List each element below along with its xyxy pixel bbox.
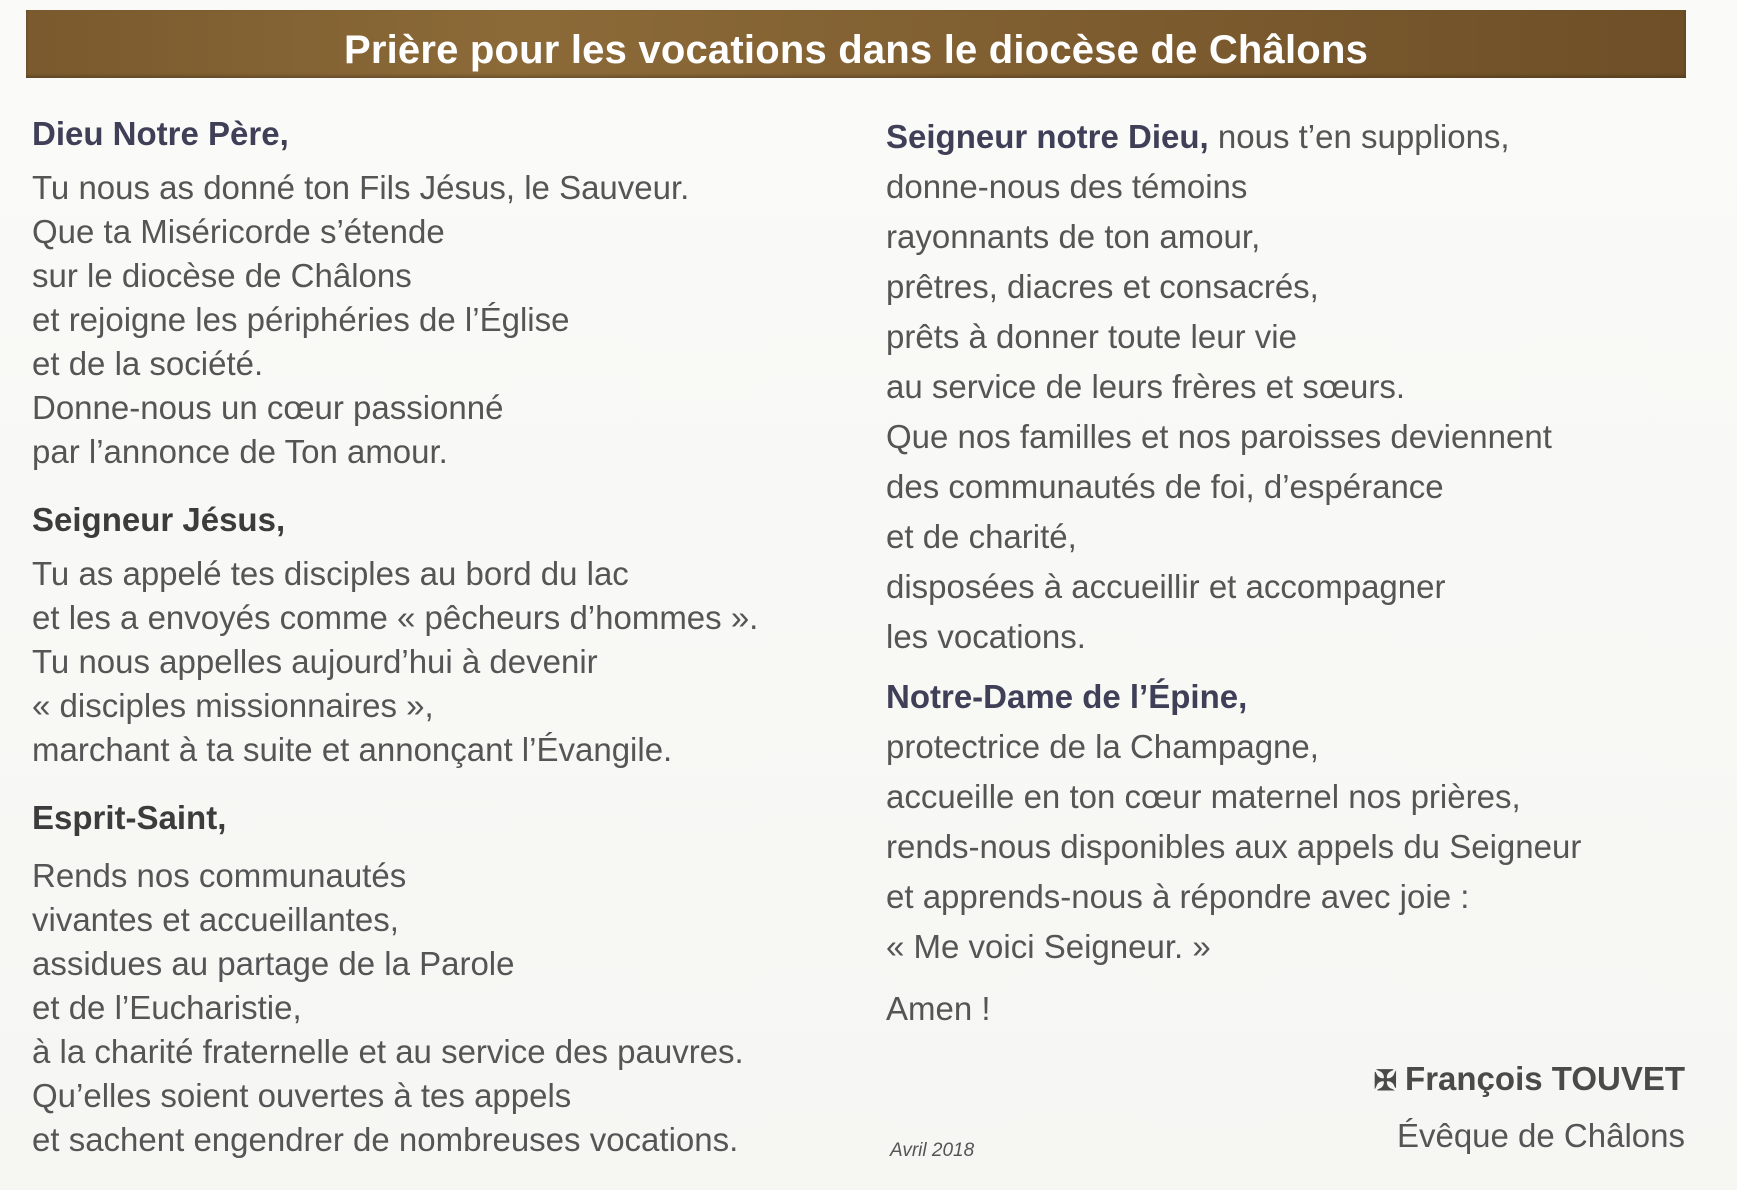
verse-line: rayonnants de ton amour, — [886, 218, 1261, 255]
verse-line: Tu nous appelles aujourd’hui à devenir — [32, 643, 598, 680]
verse-line: Que nos familles et nos paroisses deviennent — [886, 418, 1552, 455]
section-heading: Dieu Notre Père, — [32, 115, 289, 152]
verse-line: « disciples missionnaires », — [32, 687, 434, 724]
amen-line: Amen ! — [886, 990, 991, 1027]
verse-line: marchant à ta suite et annonçant l’Évangile. — [32, 731, 673, 768]
section-esprit-saint — [32, 796, 862, 1162]
section-dieu-notre-pere — [32, 112, 862, 474]
verse-line: au service de leurs frères et sœurs. — [886, 368, 1406, 405]
section-heading: Esprit-Saint, — [32, 799, 227, 836]
section-heading: Seigneur Jésus, — [32, 501, 286, 538]
section-heading: Seigneur notre Dieu, — [886, 118, 1209, 155]
verse-line: « Me voici Seigneur. » — [886, 928, 1211, 965]
verse-line: et de charité, — [886, 518, 1077, 555]
verse-line: à la charité fraternelle et au service des pauvres. — [32, 1033, 744, 1070]
page-title: Prière pour les vocations dans le diocèse de Châlons — [343, 28, 1369, 72]
section-heading: Notre-Dame de l’Épine, — [886, 678, 1248, 715]
verse-line: et de l’Eucharistie, — [32, 989, 302, 1026]
title-banner — [26, 10, 1686, 78]
verse-line: donne-nous des témoins — [886, 168, 1248, 205]
verse-line: vivantes et accueillantes, — [32, 901, 399, 938]
verse-line: protectrice de la Champagne, — [886, 728, 1319, 765]
verse-line: Que ta Miséricorde s’étende — [32, 213, 445, 250]
section-seigneur-jesus — [32, 498, 862, 772]
verse-line: disposées à accueillir et accompagner — [886, 568, 1446, 605]
left-column — [32, 112, 862, 1174]
cross-icon: ✠ — [1373, 1065, 1398, 1096]
verse-line: et rejoigne les périphéries de l’Église — [32, 301, 570, 338]
verse-line: assidues au partage de la Parole — [32, 945, 515, 982]
verse-line: Donne-nous un cœur passionné — [32, 389, 504, 426]
verse-line: accueille en ton cœur maternel nos prières, — [886, 778, 1521, 815]
verse-line: et de la société. — [32, 345, 264, 382]
verse-line: et les a envoyés comme « pêcheurs d’hommes ». — [32, 599, 759, 636]
verse-line: les vocations. — [886, 618, 1086, 655]
bishop-name: François TOUVET — [1405, 1060, 1685, 1097]
verse-line: par l’annonce de Ton amour. — [32, 433, 448, 470]
date-label: Avril 2018 — [890, 1140, 975, 1161]
bishop-role: Évêque de Châlons — [1396, 1117, 1685, 1154]
verse-line: Tu nous as donné ton Fils Jésus, le Sauveur. — [32, 169, 690, 206]
verse-line: et apprends-nous à répondre avec joie : — [886, 878, 1470, 915]
verse-line: Qu’elles soient ouvertes à tes appels — [32, 1077, 572, 1114]
verse-line: Rends nos communautés — [32, 857, 407, 894]
verse-line: des communautés de foi, d’espérance — [886, 468, 1444, 505]
section-heading-line — [886, 112, 1706, 162]
signature-block — [1374, 1054, 1685, 1166]
section-seigneur-notre-dieu — [886, 112, 1706, 662]
verse-line: Tu as appelé tes disciples au bord du lac — [32, 555, 629, 592]
verse-line: et sachent engendrer de nombreuses vocations. — [32, 1121, 739, 1158]
verse-line: prêts à donner toute leur vie — [886, 318, 1297, 355]
verse-line: sur le diocèse de Châlons — [32, 257, 412, 294]
verse-line: rends-nous disponibles aux appels du Seigneur — [886, 828, 1582, 865]
verse-line: prêtres, diacres et consacrés, — [886, 268, 1319, 305]
signature-name-line — [1374, 1054, 1685, 1106]
section-notre-dame-epine — [886, 672, 1706, 972]
heading-continuation: nous t’en supplions, — [1208, 118, 1510, 155]
right-column — [886, 112, 1706, 1034]
